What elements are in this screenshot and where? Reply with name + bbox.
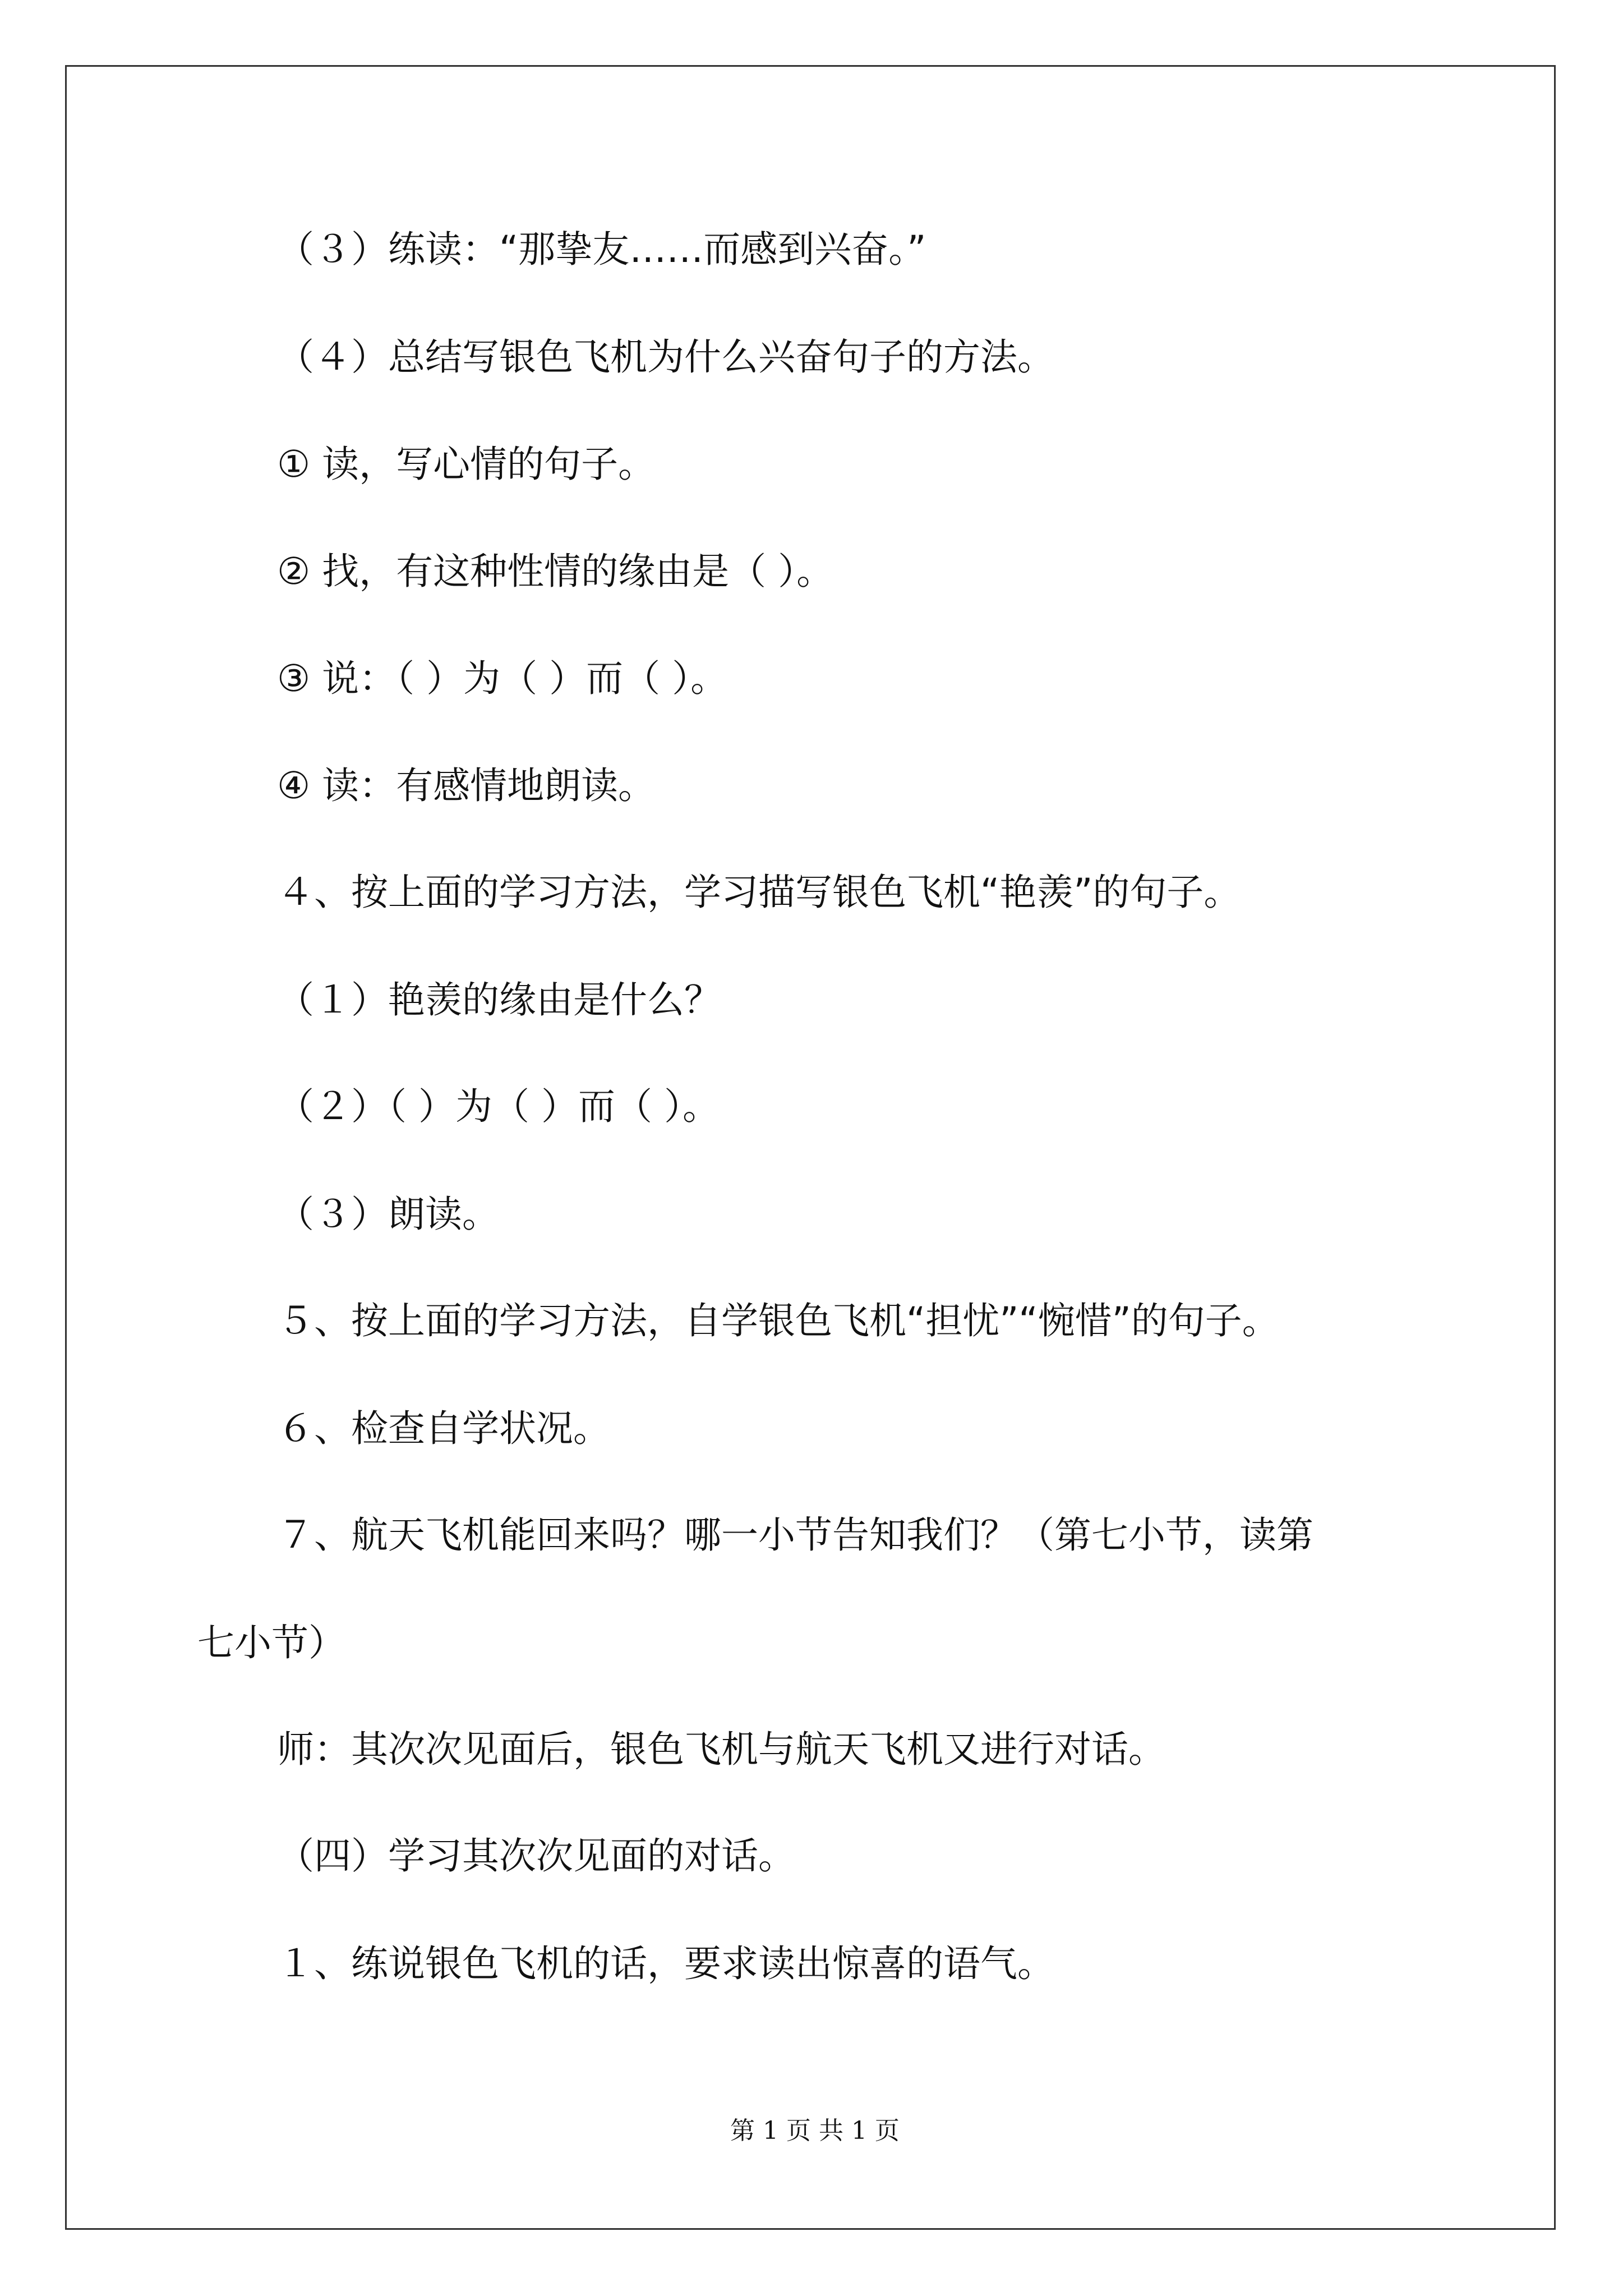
text-line: （３）朗读。 [277, 1193, 499, 1236]
page-frame [65, 65, 1556, 2230]
text-line: ７、航天飞机能回来吗？哪一小节告知我们？（第七小节，读第 [277, 1513, 1313, 1557]
text-line: （２）（ ）为（ ）而（ ）。 [277, 1085, 720, 1128]
text-line: （四）学习其次次见面的对话。 [277, 1834, 795, 1878]
text-line: ④ 读：有感情地朗读。 [277, 764, 656, 807]
text-line: ６、检查自学状况。 [277, 1407, 610, 1450]
text-line: １、练说银色飞机的话，要求读出惊喜的语气。 [277, 1942, 1054, 1985]
text-line: ４、按上面的学习方法，学习描写银色飞机“艳羡”的句子。 [277, 871, 1241, 914]
text-line: ② 找，有这种性情的缘由是（ ）。 [277, 550, 834, 593]
text-line: （４）总结写银色飞机为什么兴奋句子的方法。 [277, 335, 1054, 379]
text-line: 师：其次次见面后，银色飞机与航天飞机又进行对话。 [277, 1728, 1165, 1771]
text-line: 七小节） [197, 1621, 345, 1664]
text-line: ５、按上面的学习方法，自学银色飞机“担忧”“惋惜”的句子。 [277, 1299, 1279, 1342]
text-line: ③ 说：（ ）为（ ）而（ ）。 [277, 657, 728, 700]
text-line: （１）艳羡的缘由是什么？ [277, 978, 721, 1022]
page-footer: 第 1 页 共 1 页 [730, 2116, 900, 2145]
text-line: ① 读，写心情的句子。 [277, 443, 656, 486]
text-line: （３）练读：“那挚友……而感到兴奋。” [277, 228, 926, 271]
